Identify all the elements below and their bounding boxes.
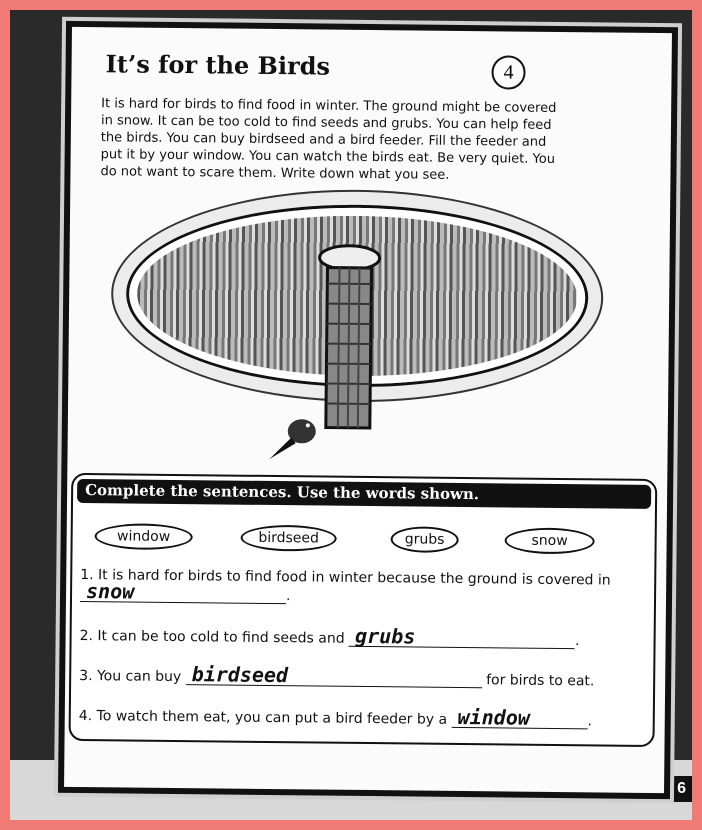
question-1 [80,567,620,608]
question-text: It is hard for birds to find food in winter because the ground is covered in [97,567,611,589]
page-mark: 4 [491,55,525,89]
intro-paragraph: It is hard for birds to find food in winter. The ground might be covered in snow. It can be too cold to find seeds and grubs. You can help feed the birds. You can buy birdseed and a bird feeder. Fill the feeder and put it by your window. You can watch the birds eat. Be very quiet. You do not want to scare them. Write down what you see. [100,96,557,183]
bird-icon [263,407,324,468]
question-text: It can be too cold to find seeds and [97,628,345,647]
question-ending: . [285,588,291,605]
question-number: 2. [79,627,94,645]
word-bank-snow: snow [505,527,595,554]
question-text: To watch them eat, you can put a bird feeder by a [96,708,448,728]
answer-blank: birdseed [186,666,482,688]
question-text: You can buy [96,668,182,686]
question-number: 1. [80,566,94,584]
exercise-box [69,473,658,747]
answer-blank: window [452,709,588,729]
answer-blank: snow [80,583,286,604]
instructions-header: Complete the sentences. Use the words shown. [77,479,651,509]
question-4 [79,705,592,729]
word-bank-window: window [95,523,193,550]
question-3 [79,662,595,690]
question-number: 4. [78,707,93,725]
bird-feeder-icon [316,243,382,440]
worksheet-page [64,27,672,793]
answer-blank: grubs [349,628,575,649]
worksheet-title: It’s for the Birds [105,49,331,81]
question-ending: for birds to eat. [486,672,595,690]
question-ending: . [587,713,593,730]
question-2 [80,625,580,649]
word-bank-birdseed: birdseed [241,525,337,552]
worksheet-photo [10,10,692,820]
page-number: 6 [671,776,692,802]
question-ending: . [574,633,580,650]
question-number: 3. [79,667,93,685]
word-bank-grubs: grubs [391,526,459,553]
